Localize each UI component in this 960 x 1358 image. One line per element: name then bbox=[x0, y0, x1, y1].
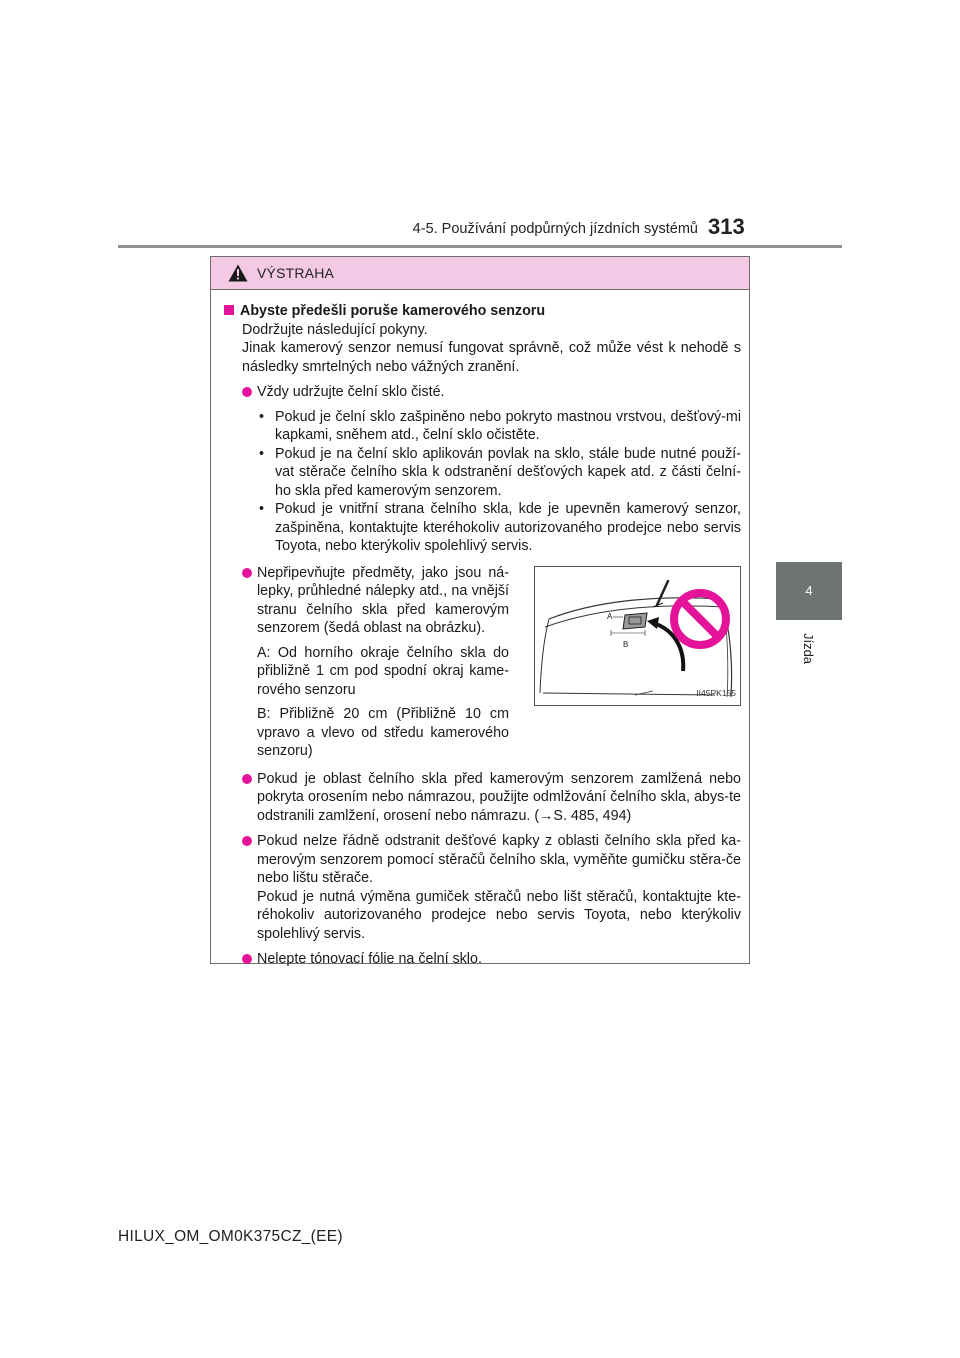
figure-row bbox=[224, 564, 741, 761]
warning-title: VÝSTRAHA bbox=[257, 265, 335, 281]
bullet-dot-icon bbox=[242, 774, 252, 784]
consequence-text: Jinak kamerový senzor nemusí fungovat správně, což může vést k nehodě s následky smrtelných nebo vážných zranění. bbox=[242, 340, 741, 375]
figure-code: II45PK155 bbox=[696, 688, 736, 698]
bullet-dot-icon bbox=[242, 568, 252, 578]
warning-heading-text: Abyste předešli poruše kamerového senzoru bbox=[240, 303, 546, 319]
sub-list bbox=[257, 408, 741, 556]
figure-text bbox=[257, 564, 509, 761]
bullet-dot-icon bbox=[242, 387, 252, 397]
sub-list-item-text: Pokud je vnitřní strana čelního skla, kde je upevněn kamerový senzor, zašpiněna, kontaktujte kteréhokoliv autorizovaného prodejce nebo servis Toyota, nebo kterýkoliv spolehlivý servis. bbox=[275, 501, 741, 554]
list-item bbox=[224, 383, 741, 556]
list-item-text: Nepřipevňujte předměty, jako jsou ná-lepky, průhledné nálepky atd., na vnější stranu čelního skla před kamerovým senzorem (šedá oblast na obrázku). bbox=[257, 564, 509, 636]
intro-text: Dodržujte následující pokyny. bbox=[242, 321, 428, 338]
chapter-tab: 4 bbox=[776, 562, 842, 620]
list-item bbox=[224, 950, 741, 969]
sub-list-item-text: Pokud je na čelní sklo aplikován povlak na sklo, stále bude nutné použí-vat stěrače čelního skla k odstranění dešťových kapek atd. z části čelní-ho skla před kamerovým senzorem. bbox=[275, 445, 741, 499]
warning-content bbox=[211, 290, 749, 969]
warning-heading bbox=[224, 302, 741, 321]
sub-list-item: • Pokud je čelní sklo zašpiněno nebo pokryto mastnou vrstvou, dešťový-mi kapkami, sněhem atd., čelní sklo očistěte. bbox=[259, 408, 741, 443]
square-bullet-icon bbox=[224, 305, 234, 315]
bullet-dot-icon bbox=[242, 836, 252, 846]
sub-list-item: • Pokud je vnitřní strana čelního skla, kde je upevněn kamerový senzor, zašpiněna, kontaktujte kteréhokoliv autorizovaného prodejce nebo servis Toyota, nebo kterýkoliv spolehlivý servis. bbox=[259, 501, 741, 554]
list-item bbox=[224, 832, 741, 943]
bullet-dot-icon bbox=[242, 954, 252, 964]
chapter-label bbox=[782, 628, 836, 668]
warning-icon bbox=[228, 264, 248, 282]
list-item bbox=[224, 770, 741, 826]
header-rule bbox=[118, 245, 842, 248]
area-b-text: B: Přibližně 20 cm (Přibližně 10 cm vpravo a vlevo od středu kamerového senzoru) bbox=[257, 706, 509, 759]
windshield-illustration bbox=[534, 566, 741, 706]
sub-list-item-text: Pokud je čelní sklo zašpiněno nebo pokryto mastnou vrstvou, dešťový-mi kapkami, sněhem atd., čelní sklo očistěte. bbox=[275, 408, 741, 443]
page-number: 313 bbox=[708, 214, 745, 239]
warning-header bbox=[211, 257, 749, 290]
chapter-label-text: Jízda bbox=[801, 632, 817, 664]
label-a: A bbox=[607, 611, 613, 621]
document-code: HILUX_OM_OM0K375CZ_(EE) bbox=[118, 1228, 343, 1245]
area-a-text: A: Od horního okraje čelního skla do přibližně 1 cm pod spodní okraj kame-rového senzoru bbox=[257, 644, 509, 698]
list-item-text: Vždy udržujte čelní sklo čisté. bbox=[257, 384, 445, 400]
warning-box bbox=[210, 256, 750, 967]
sub-list-item: • Pokud je na čelní sklo aplikován povlak na sklo, stále bude nutné použí-vat stěrače čelního skla k odstranění dešťových kapek atd. z části čelní-ho skla před kamerovým senzorem. bbox=[259, 445, 741, 499]
label-b: B bbox=[623, 639, 629, 649]
list-item-text: Pokud nelze řádně odstranit dešťové kapky z oblasti čelního skla před ka-merovým senzorem pomocí stěračů čelního skla, vyměňte gumičku stěra-če nebo lištu stěrače. bbox=[257, 833, 741, 886]
list-item-text: Nelepte tónovací fólie na čelní sklo. bbox=[257, 951, 482, 967]
list-item-continuation: Pokud je nutná výměna gumiček stěračů nebo lišt stěračů, kontaktujte kte-réhokoliv autorizovaného prodejce nebo servis Toyota, nebo kterýkoliv spolehlivý servis. bbox=[257, 888, 741, 942]
section-title: 4-5. Používání podpůrných jízdních systémů bbox=[412, 221, 698, 237]
list-item-text: Pokud je oblast čelního skla před kamerovým senzorem zamlžená nebo pokryta orosením nebo námrazou, použijte odmlžování čelního skla, abys-te odstranili zamlžení, orosení nebo námrazu. (→S. 485, 494) bbox=[257, 770, 741, 824]
